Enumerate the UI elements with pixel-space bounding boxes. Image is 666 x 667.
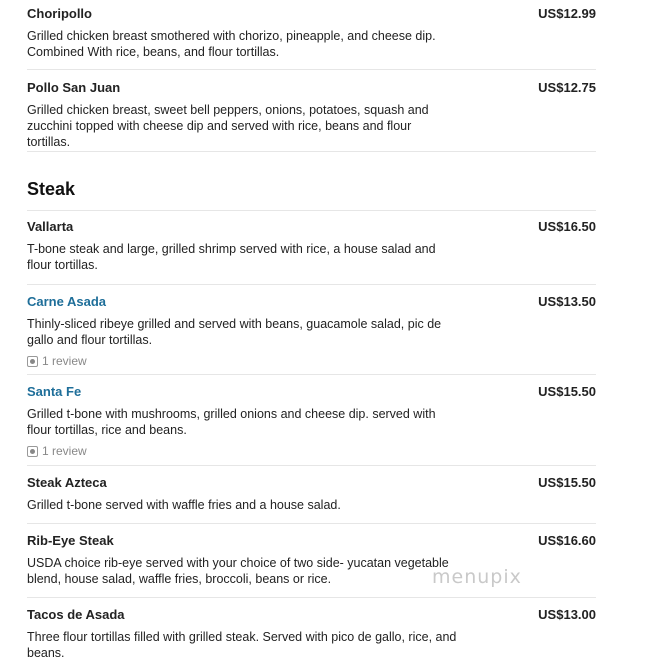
item-price: US$15.50 [538, 384, 596, 399]
item-description: Three flour tortillas filled with grilled steak. Served with pico de gallo, rice, and beans. [27, 630, 457, 660]
menu-item-carne-asada [27, 285, 596, 375]
item-name-link[interactable]: Carne Asada [27, 294, 106, 309]
item-price: US$13.00 [538, 607, 596, 622]
item-description: Thinly-sliced ribeye grilled and served with beans, guacamole salad, pic de gallo and flour tortillas. [27, 317, 442, 347]
menu-item-pollo-san-juan [27, 70, 596, 152]
item-name: Vallarta [27, 219, 74, 234]
item-description: Grilled t-bone served with waffle fries and a house salad. [27, 498, 341, 512]
item-price: US$12.75 [538, 80, 596, 95]
item-description: Grilled chicken breast, sweet bell peppers, onions, potatoes, squash and zucchini topped with cheese dip and served with rice, beans and flour tortillas. [27, 103, 429, 149]
menu-item-tacos-de-asada [27, 598, 596, 667]
item-price: US$13.50 [538, 294, 596, 309]
item-name: Pollo San Juan [27, 80, 121, 95]
item-description: T-bone steak and large, grilled shrimp served with rice, a house salad and flour tortillas. [27, 242, 436, 272]
review-link[interactable] [27, 353, 596, 369]
menu-item-vallarta [27, 211, 596, 285]
item-price: US$16.50 [538, 219, 596, 234]
section-heading-steak: Steak [27, 152, 596, 211]
item-price: US$16.60 [538, 533, 596, 548]
menu-item-choripollo [27, 0, 596, 70]
menu-item-steak-azteca [27, 466, 596, 524]
item-name: Steak Azteca [27, 475, 107, 490]
review-icon [27, 356, 38, 367]
item-description: Grilled chicken breast smothered with chorizo, pineapple, and cheese dip. Combined With rice, beans, and flour tortillas. [27, 29, 436, 59]
watermark-logo: menupix [432, 566, 522, 588]
menu-item-santa-fe [27, 375, 596, 466]
review-count: 1 review [42, 354, 87, 368]
item-name: Rib-Eye Steak [27, 533, 114, 548]
review-link[interactable] [27, 443, 596, 459]
item-name-link[interactable]: Santa Fe [27, 384, 82, 399]
item-price: US$12.99 [538, 6, 596, 21]
review-icon [27, 446, 38, 457]
item-description: USDA choice rib-eye served with your choice of two side- yucatan vegetable blend, house salad, waffle fries, broccoli, beans or rice. [27, 556, 449, 586]
item-description: Grilled t-bone with mushrooms, grilled onions and cheese dip. served with flour tortillas, rice and beans. [27, 407, 436, 437]
review-count: 1 review [42, 444, 87, 458]
item-name: Tacos de Asada [27, 607, 125, 622]
item-name: Choripollo [27, 6, 92, 21]
item-price: US$15.50 [538, 475, 596, 490]
